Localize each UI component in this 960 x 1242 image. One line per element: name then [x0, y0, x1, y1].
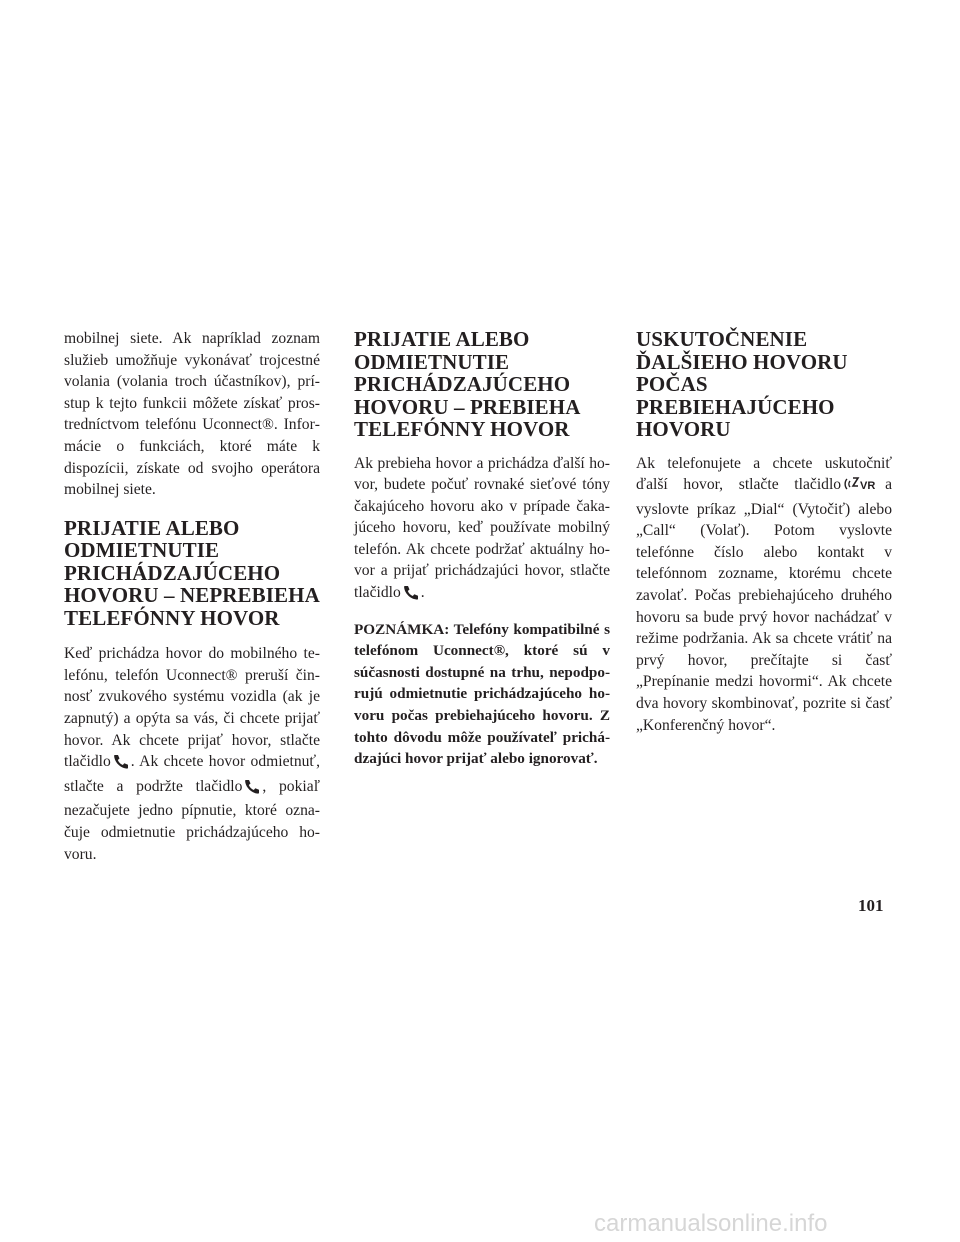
intro-paragraph: mobilnej siete. Ak napríklad zoznam služieb umožňuje vykonávať trojcestné volania (volania troch účastníkov), prístup k tejto funkcii môžete získať prostredníctvom telefónu Uconnect®. Informácie o funkciách, ktoré máte k dispozícii, získate od svojho operátora mobilnej siete. [64, 330, 320, 499]
waiting-call-paragraph [354, 453, 610, 607]
column-1 [64, 328, 320, 865]
waiting-text-2: . [420, 584, 425, 602]
phone-icon [244, 779, 260, 801]
section-heading-answer-no-call: PRIJATIE ALEBO ODMIETNUTIE PRICHÁDZAJÚCEHO HOVORU – NEPREBIEHA TELEFÓNNY HOVOR [64, 515, 319, 630]
phone-icon [113, 754, 129, 776]
section-heading-answer-in-call: PRIJATIE ALEBO ODMIETNUTIE PRICHÁDZAJÚCEHO HOVORU – PREBIEHA TELEFÓNNY HOVOR [354, 327, 580, 441]
section-heading-second-call: USKUTOČNENIE ĎALŠIEHO HOVORU POČAS PREBIEHAJÚCEHO HOVORU [636, 327, 848, 441]
waiting-text-1: Ak prebieha hovor a prichádza ďalší hovor, budete počuť rovnaké sieťové tóny čakajúceho hovoru ako v prípade čakajúceho hovoru, keď používate mobilný telefón. Ak chcete podržať aktuálny hovor a prijať prichádzajúci hovor, stlačte tlačidlo [354, 454, 610, 602]
column-3 [636, 328, 892, 736]
page-number: 101 [858, 896, 884, 915]
second-call-paragraph [636, 453, 892, 737]
note-paragraph: POZNÁMKA: Telefóny kompatibilné s telefónom Uconnect®, ktoré sú v súčasnosti dostupné na trhu, nepodporujú odmietnutie prichádzajúceho hovoru počas prebiehajúceho hovoru. Z tohto dôvodu môže používateľ prichádzajúci hovor prijať alebo ignorovať. [354, 620, 610, 768]
answer-text-1: Keď prichádza hovor do mobilného telefónu, telefón Uconnect® preruší činnosť zvukového systému vozidla (ak je zapnutý) a opýta sa vás, či chcete prijať hovor. Ak chcete prijať hovor, stlačte tlačidlo [64, 645, 320, 771]
answer-text-3: , pokiaľ nezačujete jedno pípnutie, ktoré označuje odmietnutie prichádzajúceho hovoru. [64, 777, 320, 863]
answer-text-2: . Ak chcete hovor odmietnuť, stlačte a podržte tlačidlo [64, 753, 320, 795]
phone-icon [403, 585, 419, 607]
column-2 [354, 328, 610, 770]
second-call-text-1: Ak telefonujete a chcete uskutočniť ďalší hovor, stlačte tlačidlo [636, 454, 892, 494]
voice-icon-label: VR [860, 480, 876, 493]
watermark: carmanualsonline.info [594, 1210, 828, 1237]
answer-paragraph [64, 643, 320, 865]
second-call-text-2: a vyslovte príkaz „Dial“ (Vytočiť) alebo „Call“ (Volať). Potom vyslovte telefónne číslo alebo kontakt v telefónnom zozname, ktorému chcete zavolať. Počas prebiehajúceho druhého hovoru sa bude prvý hovor nachádzať v režime podržania. Ak sa chcete vrátiť na prvý hovor, prečítajte si časť „Prepínanie medzi hovormi“. Ak chcete dva hovory skombinovať, pozrite si časť „Konferenčný hovor“. [636, 476, 892, 734]
voice-recognition-icon [843, 476, 883, 499]
